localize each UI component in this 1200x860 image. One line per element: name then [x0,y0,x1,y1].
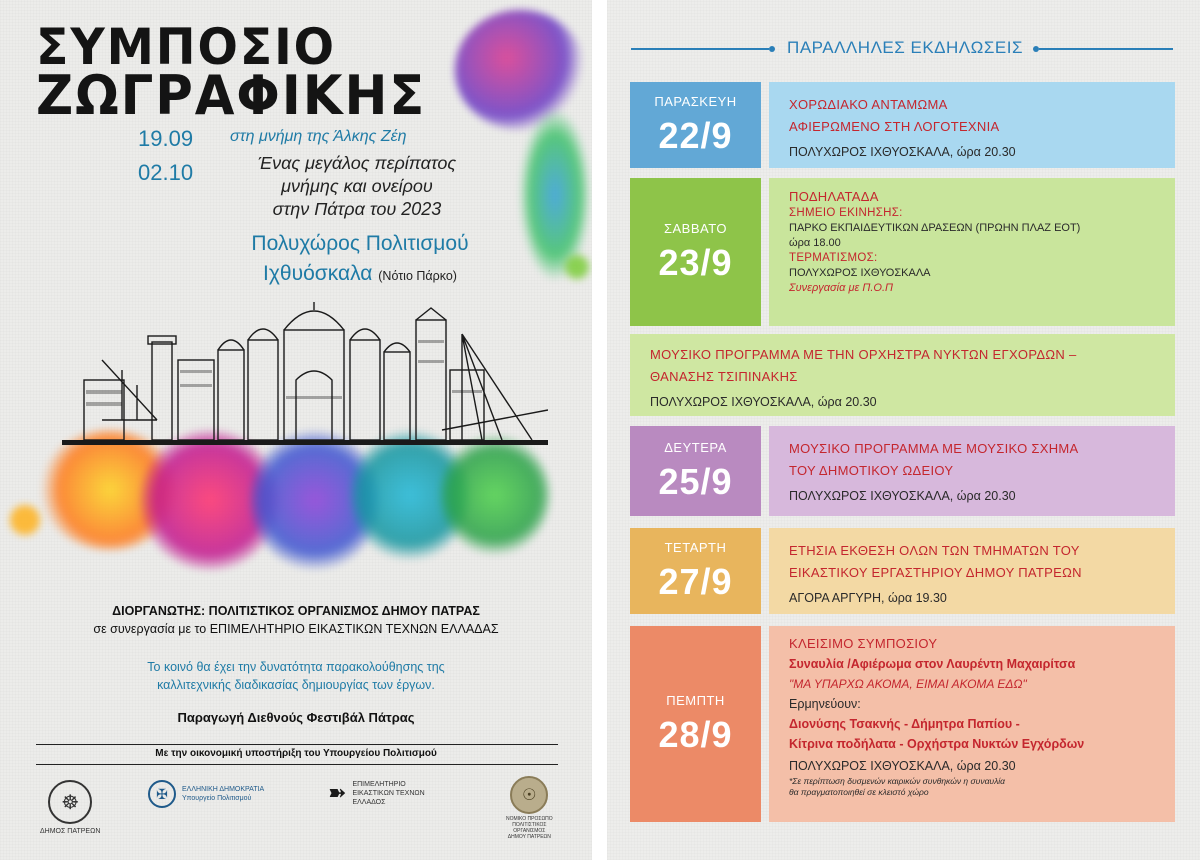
event-place: ΠΟΛΥΧΩΡΟΣ ΙΧΘΥΟΣΚΑΛΑ, ώρα 20.30 [789,489,1016,503]
paint-splash [455,10,585,130]
chamber-mark-icon: ➽ [328,781,347,806]
symposium-poster [0,0,592,860]
venue-name: Ιχθυόσκαλα [263,262,373,285]
event-weekday: ΣΑΒΒΑΤΟ [663,220,728,236]
header-dot [769,46,775,52]
event-title-line-2: ΘΑΝΑΣΗΣ ΤΣΙΠΙΝΑΚΗΣ [650,369,798,384]
tagline-line-1: Ένας μεγάλος περίπατος [257,153,457,173]
event-date: 22/9 [658,114,733,156]
chamber-logo-text-1: ΕΠΙΜΕΛΗΤΗΡΙΟ [352,781,406,788]
divider [36,764,558,765]
paint-splash [565,255,589,279]
event-details [769,178,1175,326]
partner-text: Συνεργασία με Π.Ο.Π [789,282,893,294]
greek-emblem-icon: ✠ [148,780,176,808]
chamber-logo [328,780,425,807]
performers-label: Ερμηνεύουν: [789,697,861,711]
header-rule-left [631,48,769,50]
event-date: 27/9 [658,560,733,602]
event-details [630,334,1175,416]
weather-note-line-1: *Σε περίπτωση δυσμενών καιρικών συνθηκών η συναυλία [789,776,1006,786]
poster-title-line-2: ΖΩΓΡΑΦΙΚΗΣ [36,64,427,127]
parallel-events-title: ΠΑΡΑΛΛΗΛΕΣ ΕΚΔΗΛΩΣΕΙΣ [787,38,1023,57]
event-date-box [630,426,761,516]
event-row-orchestra [630,334,1175,416]
event-details [769,426,1175,516]
chamber-logo-text-3: ΕΛΛΑΔΟΣ [352,799,386,806]
event-date: 28/9 [658,713,733,755]
collaboration-text: σε συνεργασία με το ΕΠΙΜΕΛΗΤΗΡΙΟ ΕΙΚΑΣΤΙΚΩΝ ΤΕΧΝΩΝ ΕΛΛΑΔΑΣ [93,622,499,636]
event-row-25-9 [630,426,1175,516]
start-point-place: ΠΑΡΚΟ ΕΚΠΑΙΔΕΥΤΙΚΩΝ ΔΡΑΣΕΩΝ (ΠΡΩΗΝ ΠΛΑΖ ΕΟΤ) [789,222,1081,234]
event-place: ΑΓΟΡΑ ΑΡΓΥΡΗ, ώρα 19.30 [789,591,947,605]
event-song: "ΜΑ ΥΠΑΡΧΩ ΑΚΟΜΑ, ΕΙΜΑΙ ΑΚΟΜΑ ΕΔΩ" [789,677,1027,691]
event-row-28-9 [630,626,1175,822]
support-credit: Με την οικονομική υποστήριξη του Υπουργείου Πολιτισμού [155,748,437,759]
event-title-line-1: ΜΟΥΣΙΚΟ ΠΡΟΓΡΑΜΜΑ ΜΕ ΜΟΥΣΙΚΟ ΣΧΗΜΑ [789,441,1079,456]
event-details [769,528,1175,614]
ministry-logo-text-2: Υπουργείο Πολιτισμού [182,795,252,802]
organizer-text: ΔΙΟΡΓΑΝΩΤΗΣ: ΠΟΛΙΤΙΣΤΙΚΟΣ ΟΡΓΑΝΙΣΜΟΣ ΔΗΜΟΥ ΠΑΤΡΑΣ [112,604,480,618]
poster-title-line-1: ΣΥΜΠΟΣΙΟ [36,18,336,76]
event-title-line-1: ΜΟΥΣΙΚΟ ΠΡΟΓΡΑΜΜΑ ΜΕ ΤΗΝ ΟΡΧΗΣΤΡΑ ΝΥΚΤΩΝ ΕΓΧΟΡΔΩΝ – [650,347,1077,362]
cultural-logo-text-4: ΔΗΜΟΥ ΠΑΤΡΕΩΝ [507,834,551,840]
event-details [769,82,1175,168]
event-weekday: ΠΕΜΠΤΗ [666,692,725,708]
parallel-events-poster [607,0,1200,860]
event-row-23-9 [630,178,1175,326]
header-rule-right [1039,48,1173,50]
event-title-line-2: ΑΦΙΕΡΩΜΕΝΟ ΣΤΗ ΛΟΓΟΤΕΧΝΙΑ [789,119,1000,134]
event-place: ΠΟΛΥΧΩΡΟΣ ΙΧΘΥΟΣΚΑΛΑ, ώρα 20.30 [789,145,1016,159]
end-date: 02.10 [138,160,194,185]
patras-skyline-illustration [62,300,548,450]
municipality-logo-text: ΔΗΜΟΣ ΠΑΤΡΕΩΝ [40,828,101,835]
event-date: 25/9 [658,460,733,502]
public-info-line-1: Το κοινό θα έχει την δυνατότητα παρακολούθησης της [147,660,445,674]
event-place: ΠΟΛΥΧΩΡΟΣ ΙΧΘΥΟΣΚΑΛΑ, ώρα 20.30 [789,759,1016,773]
event-row-22-9 [630,82,1175,168]
finish-point-label: ΤΕΡΜΑΤΙΣΜΟΣ: [789,252,878,264]
event-date: 23/9 [658,241,733,283]
cultural-logo-text-3: ΟΡΓΑΝΙΣΜΟΣ [513,828,546,834]
weather-note-line-2: θα πραγματοποιηθεί σε κλειστό χώρο [789,787,929,797]
event-title-line-2: ΤΟΥ ΔΗΜΟΤΙΚΟΥ ΩΔΕΙΟΥ [789,463,954,478]
event-date-box [630,528,761,614]
event-title-line-1: ΕΤΗΣΙΑ ΕΚΘΕΣΗ ΟΛΩΝ ΤΩΝ ΤΜΗΜΑΤΩΝ ΤΟΥ [789,543,1080,558]
municipality-logo [40,780,100,836]
chamber-logo-text-2: ΕΙΚΑΣΤΙΚΩΝ ΤΕΧΝΩΝ [352,790,425,797]
event-weekday: ΠΑΡΑΣΚΕΥΗ [654,93,737,109]
ministry-logo-text-1: ΕΛΛΗΝΙΚΗ ΔΗΜΟΚΡΑΤΙΑ [182,786,265,793]
paint-splash [440,435,550,555]
event-details [769,626,1175,822]
venue-area: (Νότιο Πάρκο) [378,269,457,283]
divider [36,744,558,745]
production-credit: Παραγωγή Διεθνούς Φεστιβάλ Πάτρας [177,710,415,725]
municipality-seal-icon: ☸ [48,780,92,824]
performers-line-1: Διονύσης Τσακνής - Δήμητρα Παπίου - [789,717,1020,731]
event-time: ώρα 18.00 [789,237,841,249]
event-place: ΠΟΛΥΧΩΡΟΣ ΙΧΘΥΟΣΚΑΛΑ, ώρα 20.30 [650,395,877,409]
event-weekday: ΔΕΥΤΕΡΑ [664,439,727,455]
tagline-line-2: μνήμης και ονείρου [281,176,433,196]
memory-dedication: στη μνήμη της Άλκης Ζέη [230,128,407,145]
event-title: ΠΟΔΗΛΑΤΑΔΑ [789,189,879,204]
paint-splash [10,505,40,535]
event-title: ΚΛΕΙΣΙΜΟ ΣΥΜΠΟΣΙΟΥ [789,636,938,651]
ministry-logo [148,780,264,808]
start-date: 19.09 [138,126,194,151]
event-tribute: Συναυλία /Αφιέρωμα στον Λαυρέντη Μαχαιρίτσα [789,657,1076,671]
event-title-line-1: ΧΟΡΩΔΙΑΚΟ ΑΝΤΑΜΩΜΑ [789,97,948,112]
finish-point-place: ΠΟΛΥΧΩΡΟΣ ΙΧΘΥΟΣΚΑΛΑ [789,267,931,279]
cultural-logo-text-1: ΝΟΜΙΚΟ ΠΡΟΣΩΠΟ [506,816,553,822]
cultural-logo-text-2: ΠΟΛΙΤΙΣΤΙΚΟΣ [512,822,547,828]
event-title-line-2: ΕΙΚΑΣΤΙΚΟΥ ΕΡΓΑΣΤΗΡΙΟΥ ΔΗΜΟΥ ΠΑΤΡΕΩΝ [789,565,1082,580]
tagline-line-3: στην Πάτρα του 2023 [272,199,442,219]
coin-icon: ☉ [510,776,548,814]
event-date-box [630,82,761,168]
event-date-box [630,178,761,326]
tagline [227,152,487,221]
event-weekday: ΤΕΤΑΡΤΗ [664,539,727,555]
start-point-label: ΣΗΜΕΙΟ ΕΚΙΝΗΣΗΣ: [789,207,903,219]
venue-line-1: Πολυχώρος Πολιτισμού [251,232,469,255]
performers-line-2: Κίτρινα ποδήλατα - Ορχήστρα Νυκτών Εγχόρδων [789,737,1085,751]
public-info-line-2: καλλιτεχνικής διαδικασίας δημιουργίας των έργων. [157,678,435,692]
event-row-27-9 [630,528,1175,614]
cultural-organization-logo [506,776,553,840]
event-date-box [630,626,761,822]
venue-line-2 [200,262,520,286]
